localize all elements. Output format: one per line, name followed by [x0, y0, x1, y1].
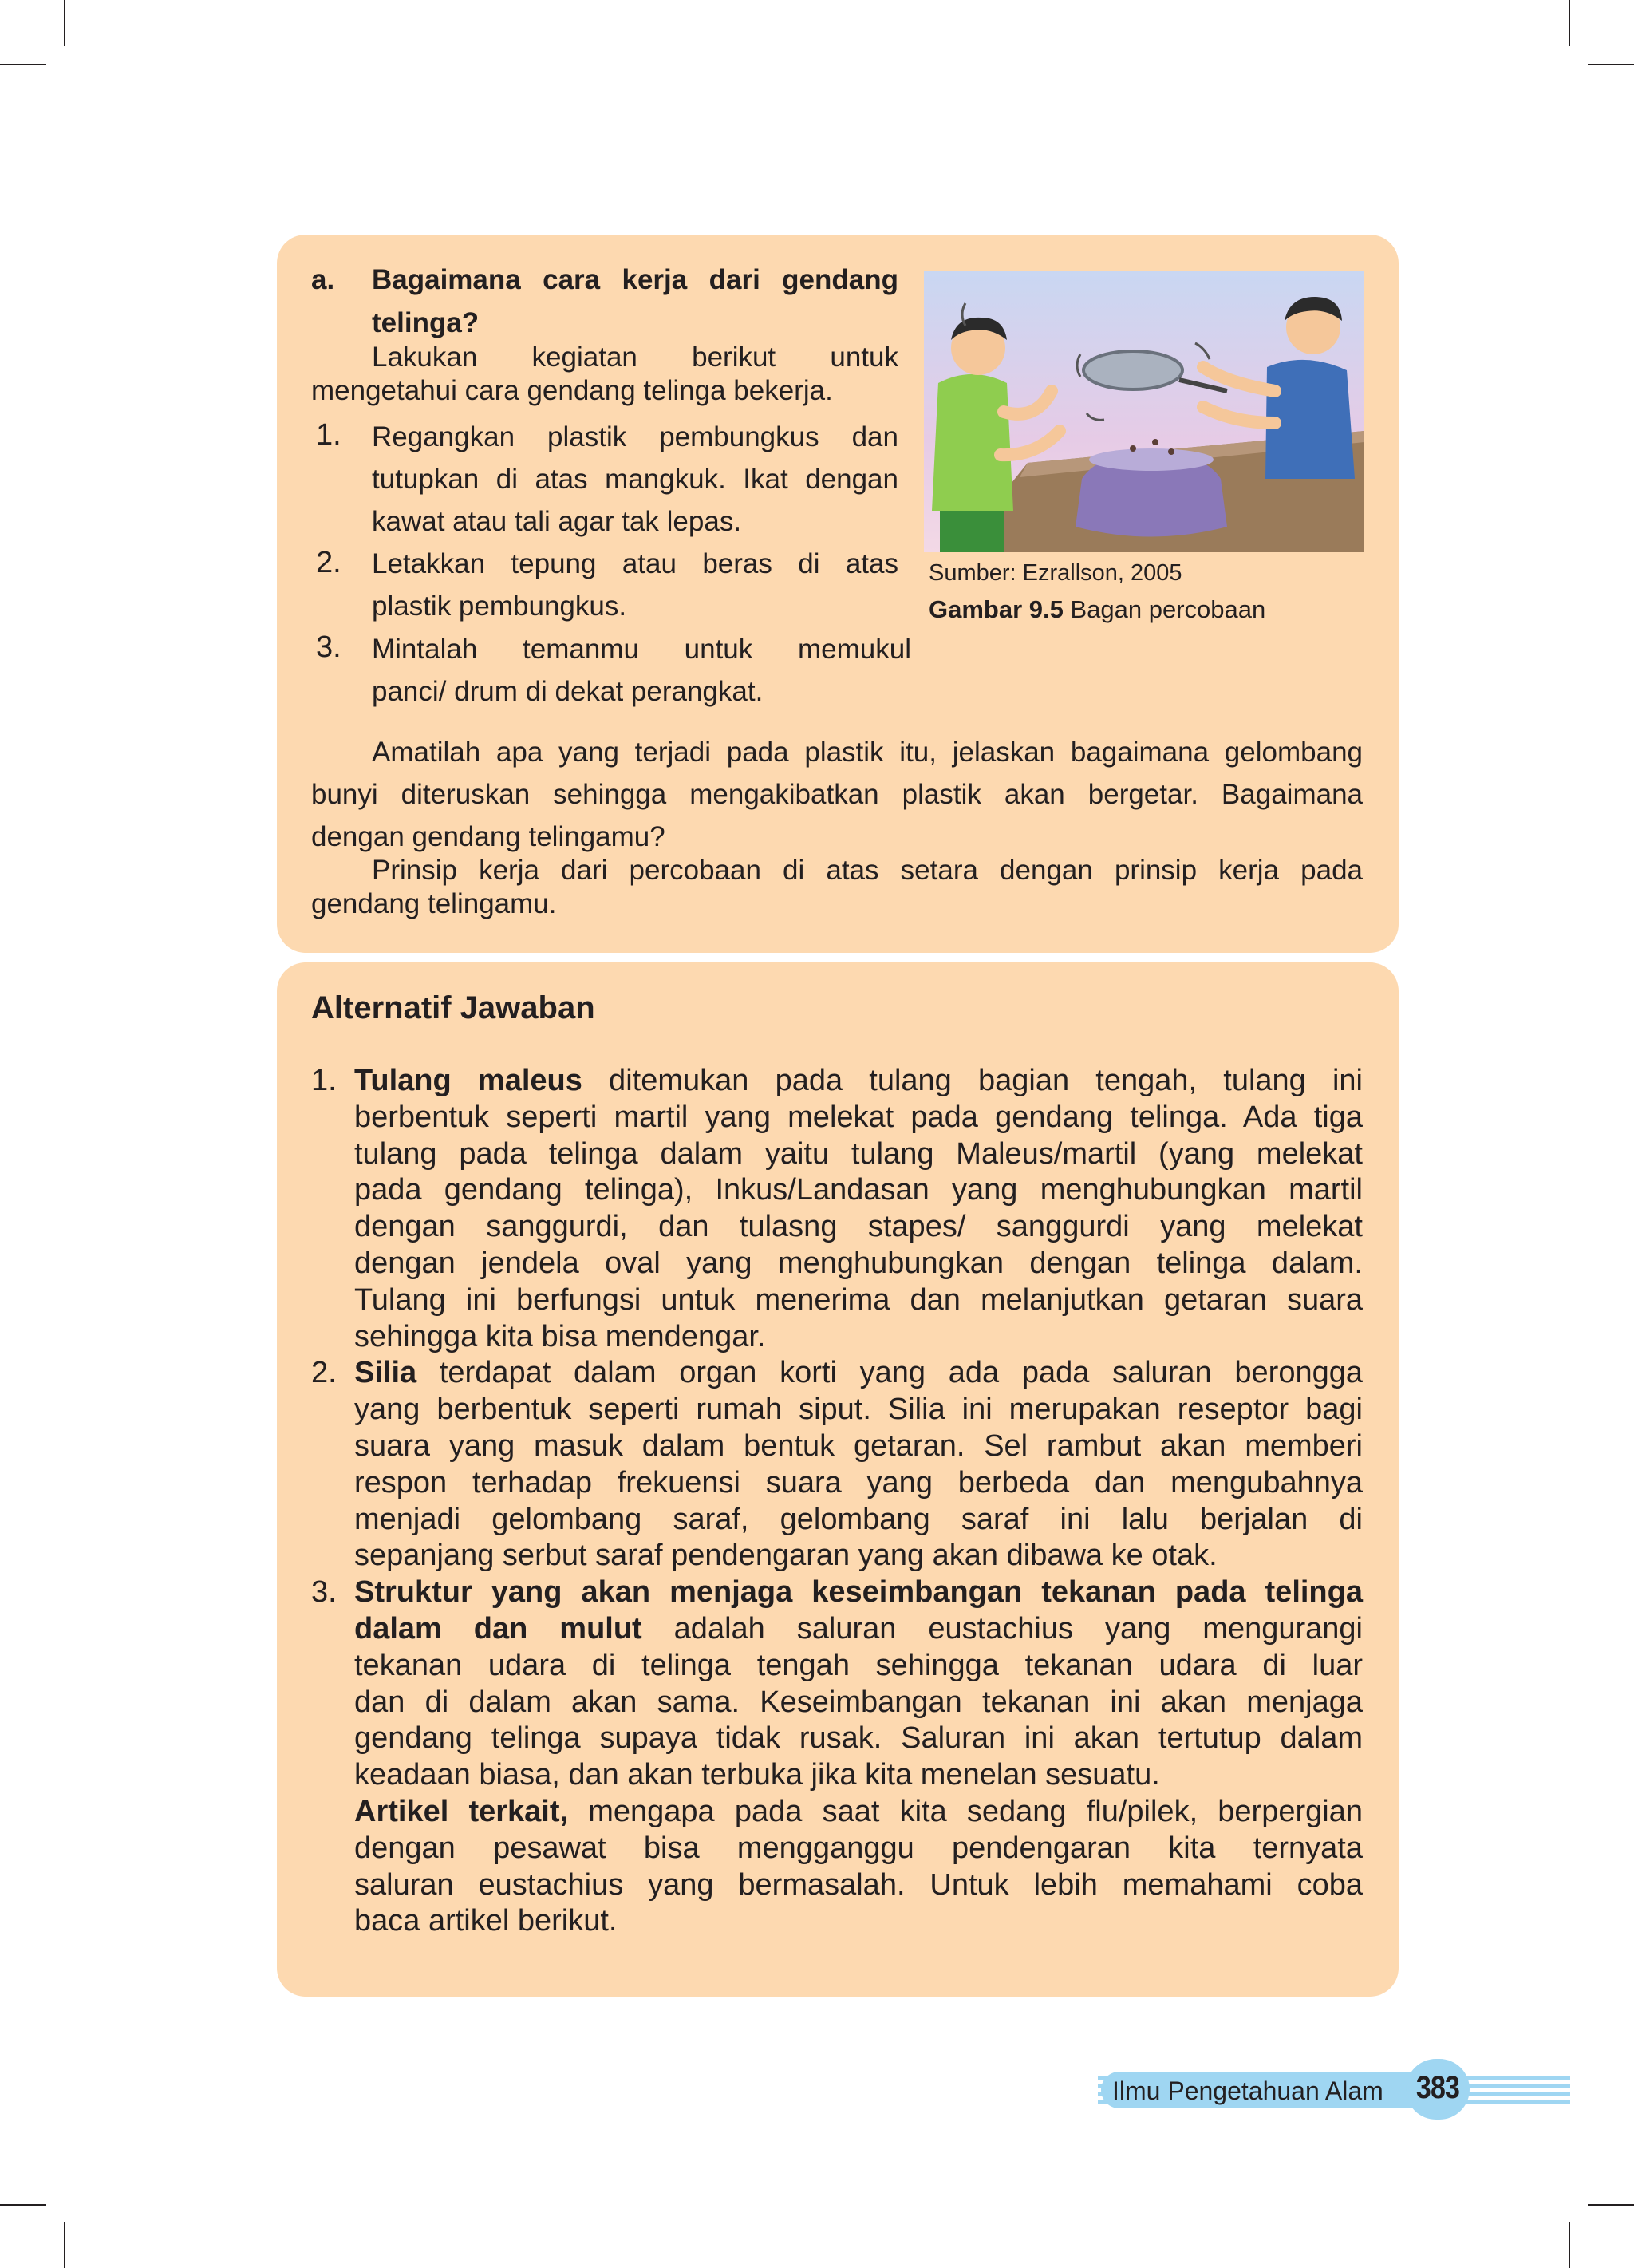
answer-line: saluran eustachius yang bermasalah. Untuk lebih memahami coba [354, 1867, 1363, 1902]
answer-line: berbentuk seperti martil yang melekat pada gendang telinga. Ada tiga [354, 1100, 1363, 1134]
footer-subject: Ilmu Pengetahuan Alam [1101, 2072, 1420, 2108]
answer-line: sepanjang serbut saraf pendengaran yang akan dibawa ke otak. [354, 1539, 1218, 1573]
figure-caption-text: Bagan percobaan [1063, 595, 1266, 623]
answer-line: Struktur yang akan menjaga keseimbangan tekanan pada telinga [354, 1575, 1363, 1610]
answer-text: mengapa pada saat kita sedang flu/pilek, berpergian [568, 1795, 1363, 1828]
answer-line: gendang telinga supaya tidak rusak. Saluran ini akan tertutup dalam [354, 1721, 1363, 1756]
step-number: 1. [316, 418, 341, 452]
step-line: panci/ drum di dekat perangkat. [372, 676, 764, 707]
step-number: 3. [316, 630, 341, 664]
answer-number: 2. [311, 1356, 337, 1390]
crop-mark [64, 0, 65, 46]
figure-caption [929, 594, 1265, 626]
principle-line: gendang telingamu. [311, 888, 557, 919]
answer-line: sehingga kita bisa mendengar. [354, 1319, 766, 1353]
crop-mark [1588, 2204, 1634, 2206]
answer-line: pada gendang telinga), Inkus/Landasan yang menghubungkan martil [354, 1173, 1363, 1207]
answer-line: Tulang ini berfungsi untuk menerima dan melanjutkan getaran suara [354, 1282, 1363, 1317]
observe-line: dengan gendang telingamu? [311, 821, 665, 852]
crop-mark [1588, 64, 1634, 65]
answer-line: baca artikel berikut. [354, 1904, 618, 1938]
answer-line: dan di dalam akan sama. Keseimbangan tekanan ini akan menjaga [354, 1685, 1363, 1719]
exercise-letter: a. [311, 264, 335, 295]
answer-text: ditemukan pada tulang bagian tengah, tulang ini [582, 1064, 1363, 1097]
crop-mark [64, 2222, 65, 2268]
step-line: kawat atau tali agar tak lepas. [372, 506, 742, 537]
exercise-intro-cont: mengetahui cara gendang telinga bekerja. [311, 375, 833, 406]
answer-line: keadaan biasa, dan akan terbuka jika kita menelan sesuatu. [354, 1758, 1160, 1792]
answer-line [354, 1794, 1363, 1831]
observe-line: bunyi diteruskan sehingga mengakibatkan plastik akan bergetar. Bagaimana [311, 779, 1363, 810]
answer-term: Silia [354, 1356, 417, 1390]
crop-mark [0, 64, 46, 65]
figure-label: Gambar 9.5 [929, 595, 1064, 623]
figure-source: Sumber: Ezrallson, 2005 [929, 560, 1182, 586]
answer-text: terdapat dalam organ korti yang ada pada saluran berongga [416, 1356, 1363, 1390]
step-number: 2. [316, 546, 341, 579]
answer-line: suara yang masuk dalam bentuk getaran. Sel rambut akan memberi [354, 1429, 1363, 1463]
exercise-heading: Bagaimana cara kerja dari gendang [372, 264, 898, 295]
exercise-intro: Lakukan kegiatan berikut untuk [372, 342, 898, 373]
answer-line: respon terhadap frekuensi suara yang berbeda dan mengubahnya [354, 1465, 1363, 1499]
answer-text: adalah saluran eustachius yang mengurangi [641, 1612, 1363, 1646]
answer-line: dengan sanggurdi, dan tulasng stapes/ sanggurdi yang melekat [354, 1210, 1363, 1244]
answer-line [354, 1355, 1363, 1392]
answer-line [354, 1611, 1363, 1648]
answer-line: tulang pada telinga dalam yaitu tulang Maleus/martil (yang melekat [354, 1136, 1363, 1171]
answer-line: dengan jendela oval yang menghubungkan dengan telinga dalam. [354, 1247, 1363, 1280]
experiment-illustration [924, 271, 1364, 552]
answer-number: 1. [311, 1064, 337, 1097]
answer-line: menjadi gelombang saraf, gelombang saraf ini lalu berjalan di [354, 1502, 1363, 1536]
answer-line [354, 1063, 1363, 1100]
exercise-heading-cont: telinga? [372, 307, 480, 338]
page-number: 383 [1415, 2070, 1460, 2105]
observe-line: Amatilah apa yang terjadi pada plastik itu, jelaskan bagaimana gelombang [372, 737, 1363, 768]
answer-line: tekanan udara di telinga tengah sehingga tekanan udara di luar [354, 1648, 1363, 1682]
answer-term: dalam dan mulut [354, 1612, 642, 1646]
step-line: Letakkan tepung atau beras di atas [372, 548, 898, 579]
answer-line: dengan pesawat bisa mengganggu pendengaran kita ternyata [354, 1831, 1363, 1865]
principle-line: Prinsip kerja dari percobaan di atas setara dengan prinsip kerja pada [372, 855, 1363, 886]
answer-number: 3. [311, 1575, 337, 1610]
answer-line: yang berbentuk seperti rumah siput. Silia ini merupakan reseptor bagi [354, 1393, 1363, 1427]
step-line: Mintalah temanmu untuk memukul [372, 634, 911, 665]
step-line: tutupkan di atas mangkuk. Ikat dengan [372, 464, 898, 495]
step-line: Regangkan plastik pembungkus dan [372, 421, 898, 452]
answers-title: Alternatif Jawaban [311, 990, 595, 1025]
related-article-label: Artikel terkait, [354, 1795, 569, 1828]
step-line: plastik pembungkus. [372, 591, 627, 622]
crop-mark [0, 2204, 46, 2206]
crop-mark [1569, 0, 1570, 46]
crop-mark [1569, 2222, 1570, 2268]
answer-term: Tulang maleus [354, 1064, 582, 1097]
